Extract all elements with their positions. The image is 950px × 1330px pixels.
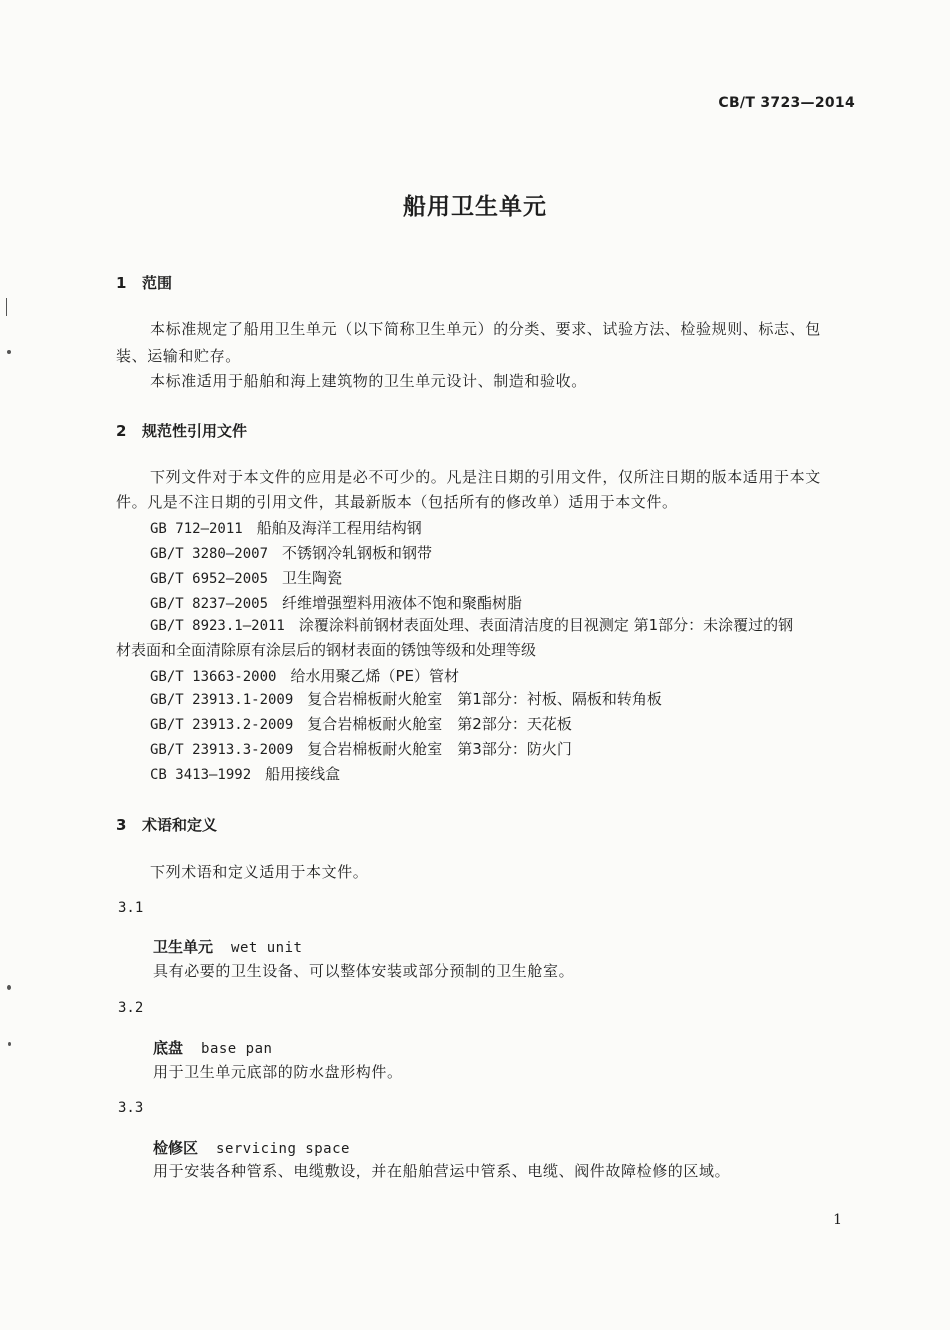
reference-item: [150, 517, 422, 538]
reference-title: 复合岩棉板耐火舱室 第2部分：天花板: [307, 715, 572, 733]
reference-code: GB/T 8237—2005: [150, 596, 269, 612]
paragraph-line: 下列文件对于本文件的应用是必不可少的。凡是注日期的引用文件，仅所注日期的版本适用于本文: [150, 468, 821, 486]
scan-mark: [7, 985, 11, 990]
paragraph-line: 件。凡是不注日期的引用文件，其最新版本（包括所有的修改单）适用于本文件。: [116, 493, 678, 511]
term-entry: [153, 936, 302, 957]
scan-mark: [7, 350, 11, 354]
term-definition: 用于安装各种管系、电缆敷设，并在船舶营运中管系、电缆、阀件故障检修的区域。: [153, 1162, 731, 1180]
reference-title: 复合岩棉板耐火舱室 第3部分：防火门: [307, 740, 572, 758]
reference-title: 卫生陶瓷: [282, 569, 343, 587]
reference-code: GB/T 13663-2000: [150, 669, 277, 685]
reference-code: GB/T 23913.1-2009: [150, 692, 294, 708]
section-1-heading: [116, 272, 172, 293]
reference-continuation: 材表面和全面清除原有涂层后的钢材表面的锈蚀等级和处理等级: [116, 641, 537, 659]
section-number: 2: [116, 422, 127, 440]
section-title: 术语和定义: [142, 816, 218, 834]
reference-code: GB/T 23913.2-2009: [150, 717, 294, 733]
reference-item: [150, 567, 342, 588]
standard-code: CB/T 3723—2014: [718, 95, 855, 111]
reference-code: GB/T 8923.1—2011: [150, 618, 285, 634]
reference-code: GB/T 6952—2005: [150, 571, 269, 587]
section-3-heading: [116, 814, 217, 835]
paragraph-line: 本标准规定了船用卫生单元（以下简称卫生单元）的分类、要求、试验方法、检验规则、标志、包: [150, 320, 821, 338]
term-definition: 用于卫生单元底部的防水盘形构件。: [153, 1063, 403, 1081]
reference-item: [150, 592, 522, 613]
term-entry: [153, 1037, 272, 1058]
subsection-number: 3.3: [118, 1100, 144, 1116]
reference-title: 复合岩棉板耐火舱室 第1部分：衬板、隔板和转角板: [307, 690, 662, 708]
reference-code: CB 3413—1992: [150, 767, 252, 783]
reference-item: [150, 738, 572, 759]
term-entry: [153, 1137, 350, 1158]
section-title: 范围: [142, 274, 173, 292]
term-english: base pan: [201, 1041, 273, 1057]
reference-code: GB 712—2011: [150, 521, 243, 537]
section-2-heading: [116, 420, 247, 441]
reference-title: 涂覆涂料前钢材表面处理、表面清洁度的目视测定 第1部分：未涂覆过的钢: [298, 616, 794, 634]
term-chinese: 卫生单元: [153, 938, 214, 956]
section-number: 3: [116, 816, 127, 834]
paragraph: 本标准适用于船舶和海上建筑物的卫生单元设计、制造和验收。: [150, 372, 587, 390]
subsection-number: 3.1: [118, 900, 144, 916]
term-english: servicing space: [216, 1141, 350, 1157]
page-title: 船用卫生单元: [403, 194, 547, 220]
paragraph: 下列术语和定义适用于本文件。: [150, 863, 369, 881]
term-english: wet unit: [231, 940, 303, 956]
page-number: 1: [833, 1212, 842, 1228]
reference-code: GB/T 23913.3-2009: [150, 742, 294, 758]
reference-title: 不锈钢冷轧钢板和钢带: [282, 544, 433, 562]
paragraph-line: 装、运输和贮存。: [116, 347, 241, 365]
reference-item: [150, 713, 572, 734]
section-number: 1: [116, 274, 127, 292]
term-chinese: 底盘: [153, 1039, 184, 1057]
subsection-number: 3.2: [118, 1000, 144, 1016]
reference-title: 船用接线盒: [265, 765, 341, 783]
reference-item: [150, 665, 459, 686]
section-title: 规范性引用文件: [142, 422, 248, 440]
reference-item: [150, 614, 793, 635]
reference-code: GB/T 3280—2007: [150, 546, 269, 562]
reference-item: [150, 688, 662, 709]
reference-title: 纤维增强塑料用液体不饱和聚酯树脂: [282, 594, 523, 612]
term-chinese: 检修区: [153, 1139, 199, 1157]
reference-title: 船舶及海洋工程用结构钢: [256, 519, 422, 537]
reference-title: 给水用聚乙烯（PE）管材: [290, 667, 459, 685]
scan-mark: [6, 298, 7, 316]
term-definition: 具有必要的卫生设备、可以整体安装或部分预制的卫生舱室。: [153, 962, 575, 980]
scan-mark: [8, 1042, 11, 1046]
reference-item: [150, 763, 340, 784]
reference-item: [150, 542, 432, 563]
